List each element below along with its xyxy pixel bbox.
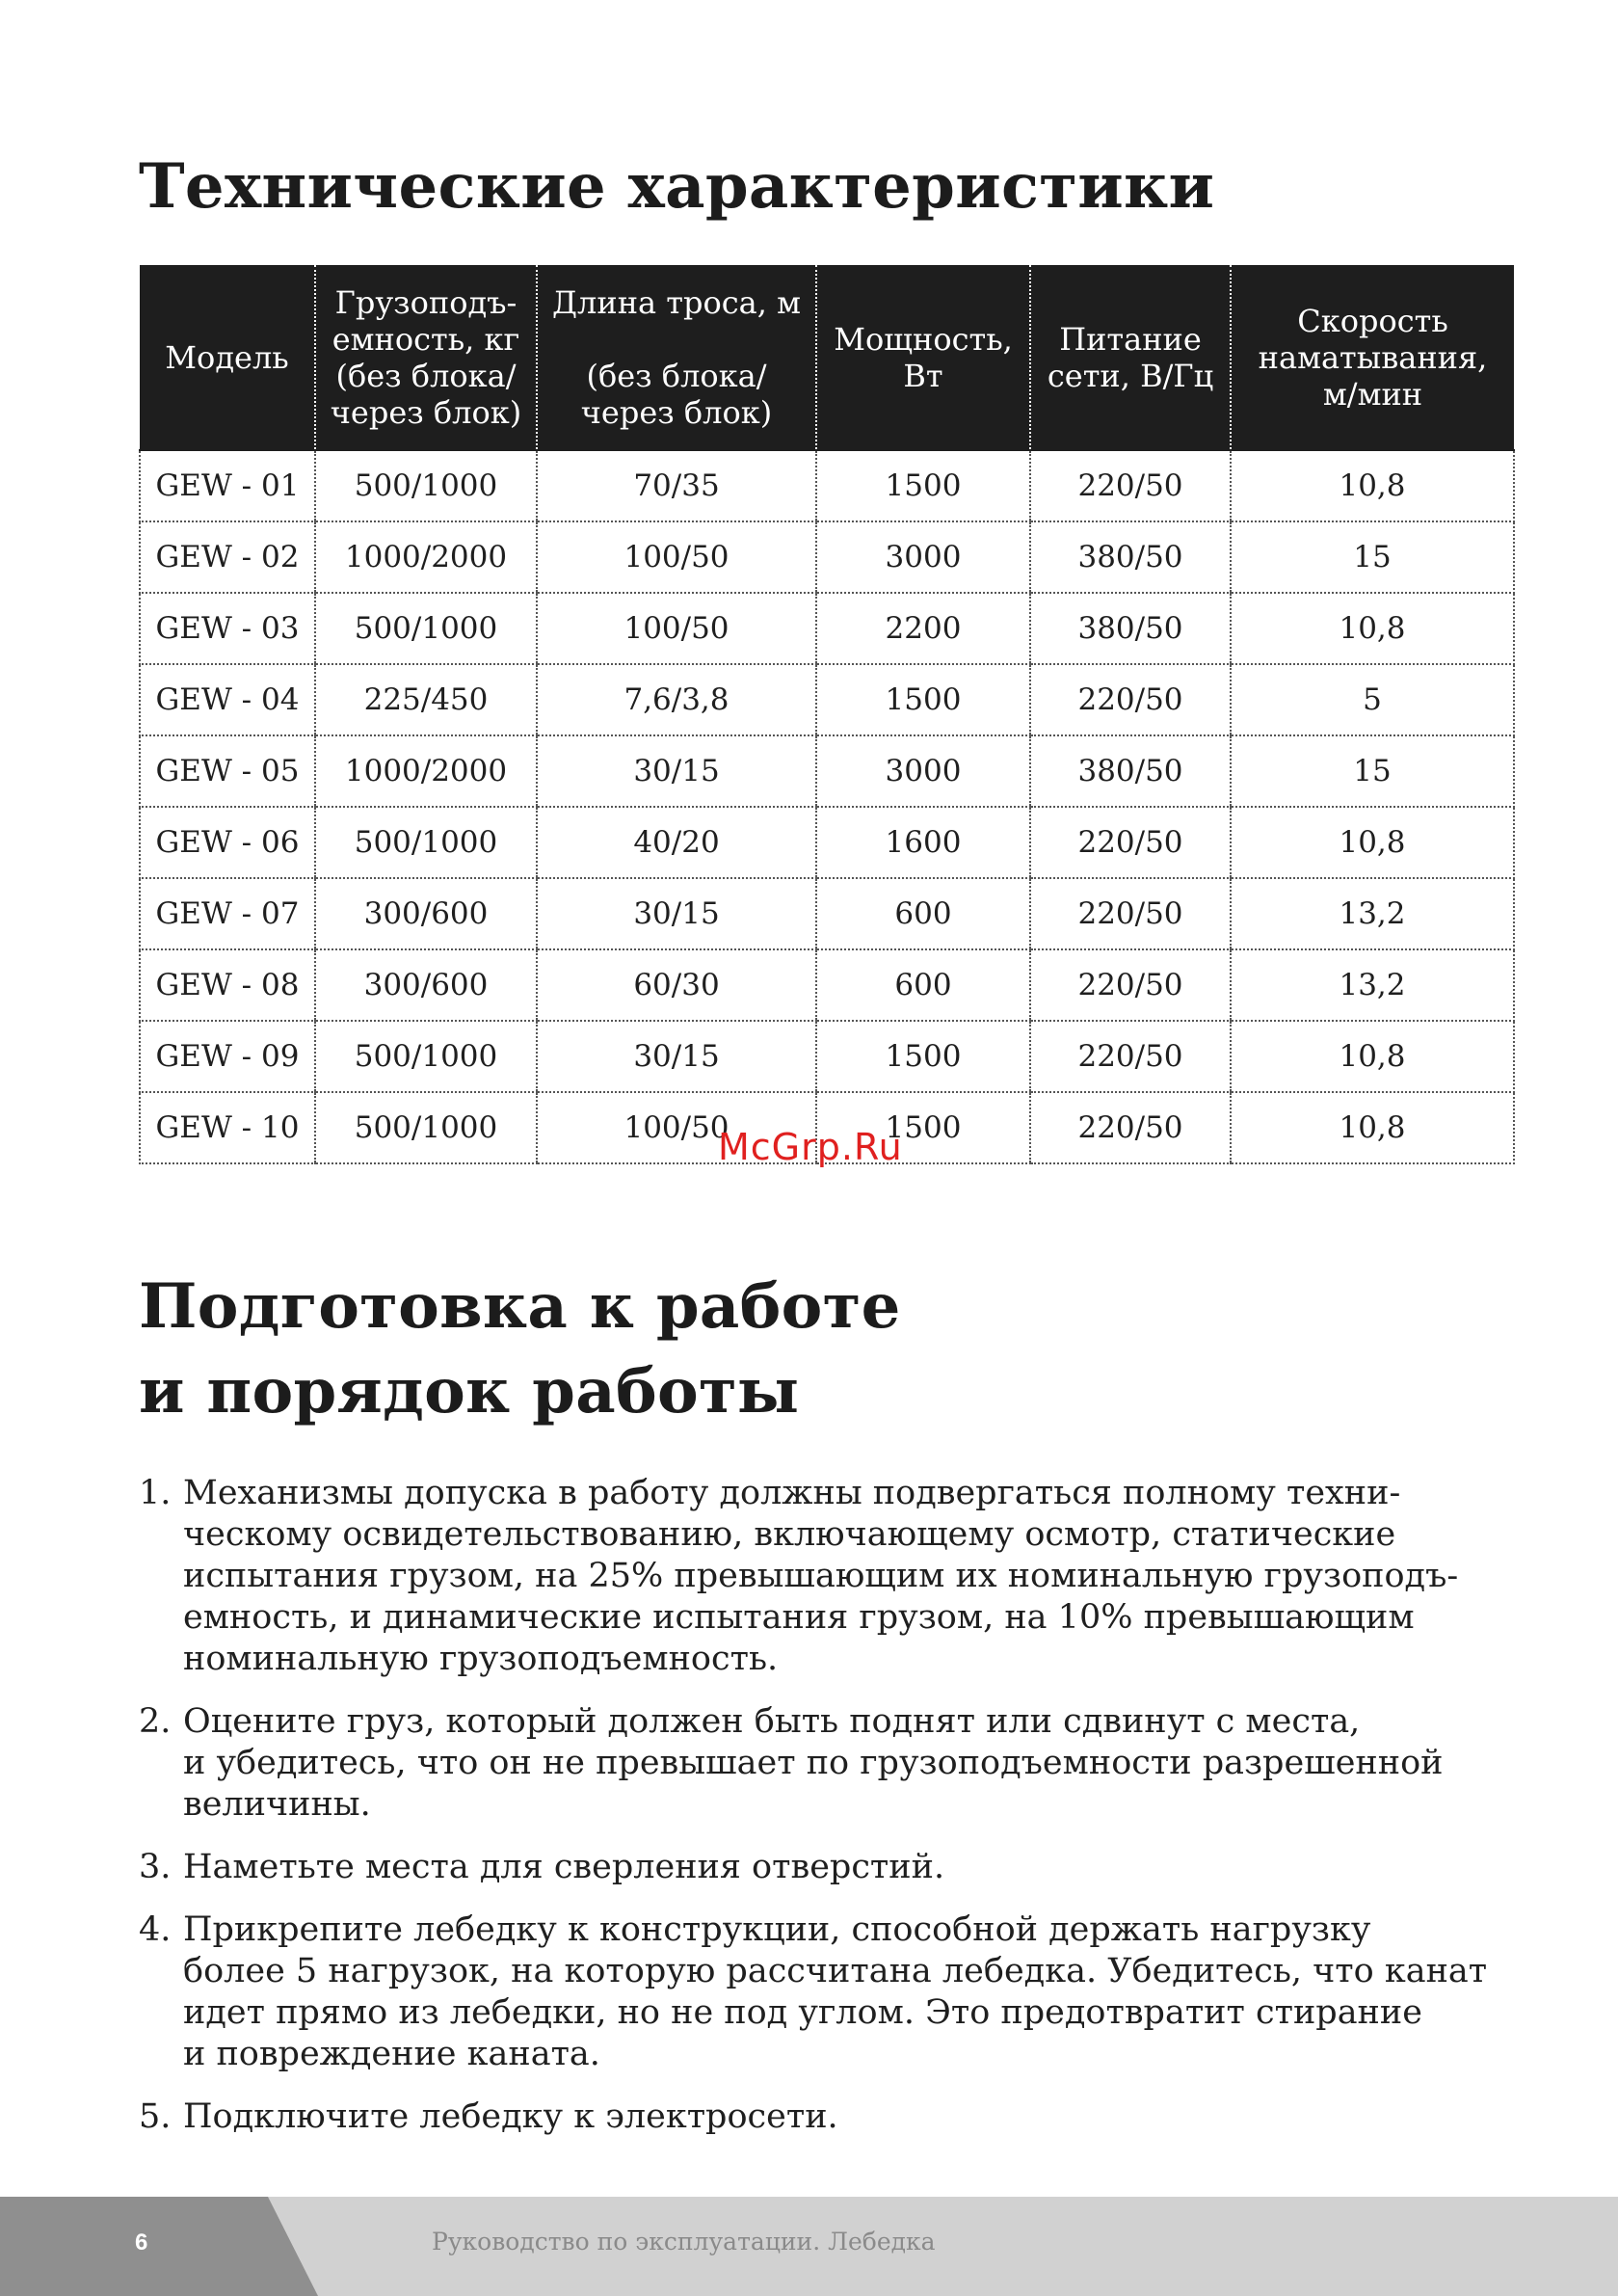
header-line: наматывания,: [1258, 338, 1488, 376]
table-cell: 225/450: [315, 664, 537, 735]
table-cell: 1500: [816, 450, 1030, 521]
table-cell: 10,8: [1231, 1021, 1514, 1092]
table-cell: 220/50: [1030, 878, 1231, 949]
table-cell: 7,6/3,8: [537, 664, 816, 735]
watermark: McGrp.Ru: [718, 1126, 903, 1168]
table-header-cell: [1030, 265, 1231, 450]
table-header-cell: [537, 265, 816, 450]
footer-title: Руководство по эксплуатации. Лебедка: [432, 2228, 936, 2256]
header-line: сети, В/Гц: [1047, 357, 1214, 394]
header-line: через блок): [580, 393, 773, 431]
table-cell: GEW - 01: [140, 450, 315, 521]
table-body: [140, 450, 1514, 1163]
table-cell: 10,8: [1231, 1092, 1514, 1163]
table-cell: 13,2: [1231, 949, 1514, 1021]
table-cell: 500/1000: [315, 1092, 537, 1163]
table-cell: 220/50: [1030, 807, 1231, 878]
table-cell: 15: [1231, 735, 1514, 807]
table-row: [140, 593, 1514, 664]
table-cell: 100/50: [537, 521, 816, 593]
table-row: [140, 735, 1514, 807]
table-cell: 220/50: [1030, 949, 1231, 1021]
footer-tab: [0, 2197, 318, 2296]
header-line: Питание: [1059, 320, 1202, 358]
table-cell: 40/20: [537, 807, 816, 878]
step-text-line: Механизмы допуска в работу должны подвергаться полному техни-: [183, 1474, 1401, 1512]
specs-title: Технические характеристики: [139, 150, 1215, 223]
table-cell: GEW - 10: [140, 1092, 315, 1163]
table-cell: 70/35: [537, 450, 816, 521]
list-item: [139, 1847, 1488, 1888]
preparation-title: [139, 1265, 901, 1434]
header-line: (без блока/: [335, 357, 517, 394]
step-number: 5.: [139, 2097, 172, 2136]
table-cell: 10,8: [1231, 593, 1514, 664]
step-text-line: Наметьте места для сверления отверстий.: [183, 1848, 945, 1886]
table-cell: GEW - 06: [140, 807, 315, 878]
table-header-cell: [140, 265, 315, 450]
step-text-line: идет прямо из лебедки, но не под углом. Это предотвратит стирание: [183, 1993, 1422, 2032]
table-cell: 500/1000: [315, 450, 537, 521]
table-cell: GEW - 03: [140, 593, 315, 664]
header-line: Грузоподъ-: [334, 283, 517, 321]
header-line: Вт: [903, 357, 943, 394]
page-number: 6: [135, 2229, 148, 2256]
table-cell: 3000: [816, 735, 1030, 807]
header-line: Мощность,: [834, 320, 1013, 358]
table-row: [140, 521, 1514, 593]
table-cell: 600: [816, 949, 1030, 1021]
table-cell: 220/50: [1030, 1092, 1231, 1163]
table-cell: 300/600: [315, 878, 537, 949]
header-line: емность, кг: [332, 320, 520, 358]
table-cell: 380/50: [1030, 735, 1231, 807]
table-cell: 5: [1231, 664, 1514, 735]
step-text-line: емность, и динамические испытания грузом, на 10% превышающим: [183, 1598, 1415, 1637]
header-line: Модель: [165, 338, 289, 376]
step-text-line: и убедитесь, что он не превышает по грузоподъемности разрешенной: [183, 1744, 1444, 1782]
table-cell: GEW - 04: [140, 664, 315, 735]
step-text-line: ческому освидетельствованию, включающему осмотр, статические: [183, 1515, 1396, 1554]
table-row: [140, 807, 1514, 878]
table-cell: 3000: [816, 521, 1030, 593]
step-text-line: Подключите лебедку к электросети.: [183, 2097, 838, 2136]
header-line: через блок): [330, 393, 522, 431]
list-item: [139, 2096, 1488, 2138]
list-item: [139, 1473, 1488, 1680]
table-cell: 2200: [816, 593, 1030, 664]
table-cell: 220/50: [1030, 450, 1231, 521]
table-header-cell: [315, 265, 537, 450]
table-cell: GEW - 09: [140, 1021, 315, 1092]
step-text-line: Оцените груз, который должен быть поднят или сдвинут с места,: [183, 1702, 1361, 1741]
step-text-line: Прикрепите лебедку к конструкции, способной держать нагрузку: [183, 1910, 1371, 1949]
step-number: 3.: [139, 1848, 172, 1886]
table-cell: 30/15: [537, 735, 816, 807]
table-cell: 10,8: [1231, 450, 1514, 521]
table-cell: GEW - 08: [140, 949, 315, 1021]
table-cell: 380/50: [1030, 593, 1231, 664]
table-header-row: [140, 265, 1514, 450]
table-cell: 1600: [816, 807, 1030, 878]
header-line: Длина троса, м: [552, 283, 801, 321]
table-cell: 500/1000: [315, 593, 537, 664]
page-footer: [0, 2197, 1618, 2296]
step-number: 4.: [139, 1910, 172, 1949]
step-text-line: номинальную грузоподъемность.: [183, 1640, 779, 1678]
header-spacer: [544, 321, 809, 358]
specs-table: [139, 265, 1515, 1164]
table-cell: GEW - 02: [140, 521, 315, 593]
table-row: [140, 450, 1514, 521]
table-cell: 1500: [816, 1021, 1030, 1092]
preparation-steps: [139, 1473, 1488, 2159]
table-cell: 1000/2000: [315, 735, 537, 807]
table-cell: 30/15: [537, 1021, 816, 1092]
table-cell: 1500: [816, 664, 1030, 735]
table-cell: 500/1000: [315, 807, 537, 878]
table-row: [140, 878, 1514, 949]
table-cell: 100/50: [537, 1092, 816, 1163]
list-item: [139, 1909, 1488, 2075]
step-text-line: величины.: [183, 1785, 371, 1824]
table-cell: GEW - 07: [140, 878, 315, 949]
step-text-line: и повреждение каната.: [183, 2035, 600, 2073]
step-text-line: более 5 нагрузок, на которую рассчитана лебедка. Убедитесь, что канат: [183, 1952, 1488, 1990]
table-row: [140, 664, 1514, 735]
table-cell: 15: [1231, 521, 1514, 593]
table-row: [140, 949, 1514, 1021]
table-cell: 380/50: [1030, 521, 1231, 593]
list-item: [139, 1701, 1488, 1826]
table-cell: 13,2: [1231, 878, 1514, 949]
table-cell: 220/50: [1030, 1021, 1231, 1092]
preparation-title-line: Подготовка к работе: [139, 1270, 901, 1343]
header-line: Скорость: [1297, 302, 1448, 339]
table-row: [140, 1021, 1514, 1092]
table-cell: 500/1000: [315, 1021, 537, 1092]
step-text-line: испытания грузом, на 25% превышающим их номинальную грузоподъ-: [183, 1557, 1459, 1595]
preparation-title-line: и порядок работы: [139, 1355, 800, 1428]
table-cell: 300/600: [315, 949, 537, 1021]
header-line: м/мин: [1322, 375, 1423, 413]
table-cell: 220/50: [1030, 664, 1231, 735]
table-cell: 60/30: [537, 949, 816, 1021]
table-cell: 100/50: [537, 593, 816, 664]
table-cell: 10,8: [1231, 807, 1514, 878]
step-number: 2.: [139, 1702, 172, 1741]
header-line: (без блока/: [586, 357, 767, 394]
table-header-cell: [816, 265, 1030, 450]
table-cell: 30/15: [537, 878, 816, 949]
table-header-cell: [1231, 265, 1514, 450]
table-cell: 1500: [816, 1092, 1030, 1163]
table-cell: 600: [816, 878, 1030, 949]
step-number: 1.: [139, 1474, 172, 1512]
table-cell: GEW - 05: [140, 735, 315, 807]
table-cell: 1000/2000: [315, 521, 537, 593]
